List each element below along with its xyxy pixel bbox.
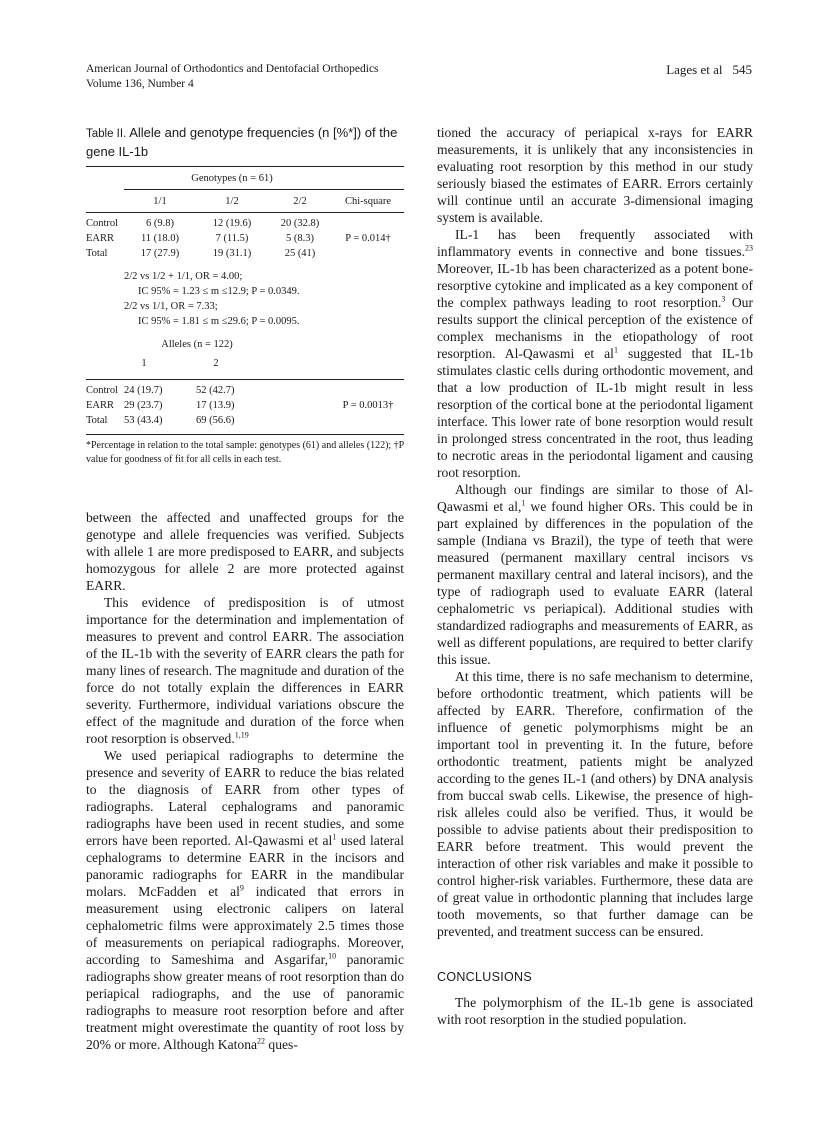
odds-ratio-stats: 2/2 vs 1/2 + 1/1, OR = 4.00; IC 95% = 1.23 ≤ m ≤12.9; P = 0.0349. 2/2 vs 1/1, OR = 7.33; IC 95% = 1.81 ≤ m ≤29.6; P = 0.0095.: [124, 271, 300, 327]
col-chi: Chi-square: [344, 195, 392, 207]
paragraph: This evidence of predisposition is of utmost importance for the determination and implementation of measures to prevent and control EARR. The association of the IL-1b with the severity of EARR clears the path for many lines of research. The magnitude and duration of the force do not totally explain the differences in EARR severity. Furthermore, individual variations obscure the effect of the magnitude and duration of the force when root resorption is observed.$^{1,19}$: [86, 595, 404, 746]
paragraph: We used periapical radiographs to determine the presence and severity of EARR to reduce the bias related to the diagnosis of EARR from other types of radiographs. Lateral cephalograms and panoramic radiographs have been used in recent studies, and some errors have been reported. Al-Qawasmi et $al^1$ used lateral cephalograms to determine EARR in the incisors and panoramic radiographs for EARR in the mandibular molars. McFadden et $al^9$ indicated that errors in measurement using electronic calipers on lateral cephalometric films were approximately 2.5 times those of measurements on periapical radiographs. Moreover, according to Sameshima and Asgarifar,$^{10}$ panoramic radiographs show greater means of root resorption than do periapical radiographs, and the use of panoramic radiographs to measure root resorption before and after treatment might overestimate the quantity of root loss by 20% or more. Although Katona$^{22}$ ques-: [86, 748, 405, 1052]
table-row: EARR 11 (18.0) 7 (11.5) 5 (8.3) P = 0.014†: [86, 233, 391, 244]
col-1-1: 1/1: [153, 195, 167, 207]
table-row: Total 17 (27.9) 19 (31.1) 25 (41): [86, 248, 316, 259]
genotype-table: [86, 166, 404, 467]
journal-title: American Journal of Orthodontics and Dentofacial Orthopedics: [86, 63, 379, 75]
authors: Lages et al: [666, 62, 723, 77]
table-caption: [86, 124, 404, 160]
paragraph: IL-1 has been frequently associated with inflammatory events in connective and bone tissues.$^{23}$ Moreover, IL-1b has been characterized as a potent bone-resorptive cytokine and implicated as a key component of the complex pathways leading to root resorption.$^3$ Our results support the clinical perception of the existence of complex mechanisms in the etiopathology of root resorption. Al-Qawasmi et $al^1$ suggested that IL-1b stimulates clastic cells during orthodontic movement, and that a low production of IL-1b might result in less resorption of the cortical bone at the periodontal ligament interface. This lower rate of bone resorption would result in prolonged stress concentrated in the root, thus leading to necrotic areas in the periodontal ligament and causing root resorption.: [437, 227, 753, 480]
journal-volume: Volume 136, Number 4: [86, 78, 194, 90]
allele-col-2: 2: [213, 358, 219, 369]
col-1-2: 1/2: [225, 195, 239, 207]
running-header-journal: [86, 62, 379, 92]
table-label: Table II.: [86, 128, 127, 140]
page-number: 545: [732, 62, 752, 77]
left-body-text: [86, 509, 404, 1053]
paragraph: tioned the accuracy of periapical x-rays for EARR measurements, it is unlikely that any inconsistencies in evaluating root resorption by this method in our study seriously biased the estimates of EARR. Errors certainly will continue until an accurate 3-dimensional imaging system is available.: [437, 125, 753, 225]
alleles-header: Alleles (n = 122): [161, 339, 233, 350]
right-column: [437, 124, 753, 1028]
left-column: [86, 124, 404, 1053]
paragraph: At this time, there is no safe mechanism to determine, before orthodontic treatment, which patients will be affected by EARR. Therefore, confirmation of the influence of genetic polymorphisms might be an important tool in preventing it. In the future, before orthodontic treatment, patients might be analyzed according to the genes IL-1 (and others) by DNA analysis from buccal swab cells. Likewise, the presence of high-risk alleles could also be verified. Thus, it would be possible to advise patients about their predisposition to EARR before treatment. This would prevent the interaction of other risk variables and make it possible to control higher-risk variables. Furthermore, these data are of great value in orthodontic planning that includes large tooth movements, so that further damage can be prevented, and treatment success can be ensured.: [437, 669, 753, 939]
table-caption-text: Allele and genotype frequencies (n [%*]) of the gene IL-1b: [86, 125, 398, 159]
allele-col-1: 1: [141, 358, 147, 369]
table-row: Control 6 (9.8) 12 (19.6) 20 (32.8): [86, 218, 320, 229]
table-footnote: *Percentage in relation to the total sample: genotypes (61) and alleles (122); †P value for goodness of fit for all cells in each test.: [86, 440, 404, 465]
table-col-headers: [86, 190, 404, 212]
paragraph: Although our findings are similar to those of Al-Qawasmi et al,$^1$ we found higher ORs. This could be in part explained by differences in the population of the sample (Indiana vs Brazil), the type of teeth that were measured (permanent maxillary central incisors vs permanent maxillary central and lateral incisors), and the type of radiograph used to evaluate EARR (lateral cephalometric vs periapical). Additional studies with standardized radiographs and measurements of EARR, as well as different populations, are required to better clarify this issue.: [437, 482, 753, 667]
paragraph: The polymorphism of the IL-1b gene is associated with root resorption in the studied population.: [437, 995, 753, 1027]
table-row: EARR 29 (23.7) 17 (13.9) P = 0.0013†: [86, 400, 394, 411]
table-row: Total 53 (43.4) 69 (56.6): [86, 415, 235, 426]
section-heading-conclusions: CONCLUSIONS: [437, 970, 532, 984]
running-header-authors: [666, 62, 752, 78]
col-2-2: 2/2: [293, 195, 307, 207]
paragraph: between the affected and unaffected groups for the genotype and allele frequencies was verified. Subjects with allele 1 are more predisposed to EARR, and subjects homozygous for allele 2 are more protected against EARR.: [86, 510, 404, 593]
table-row: Control 24 (19.7) 52 (42.7): [86, 385, 235, 396]
genotypes-header: Genotypes (n = 61): [191, 172, 273, 184]
